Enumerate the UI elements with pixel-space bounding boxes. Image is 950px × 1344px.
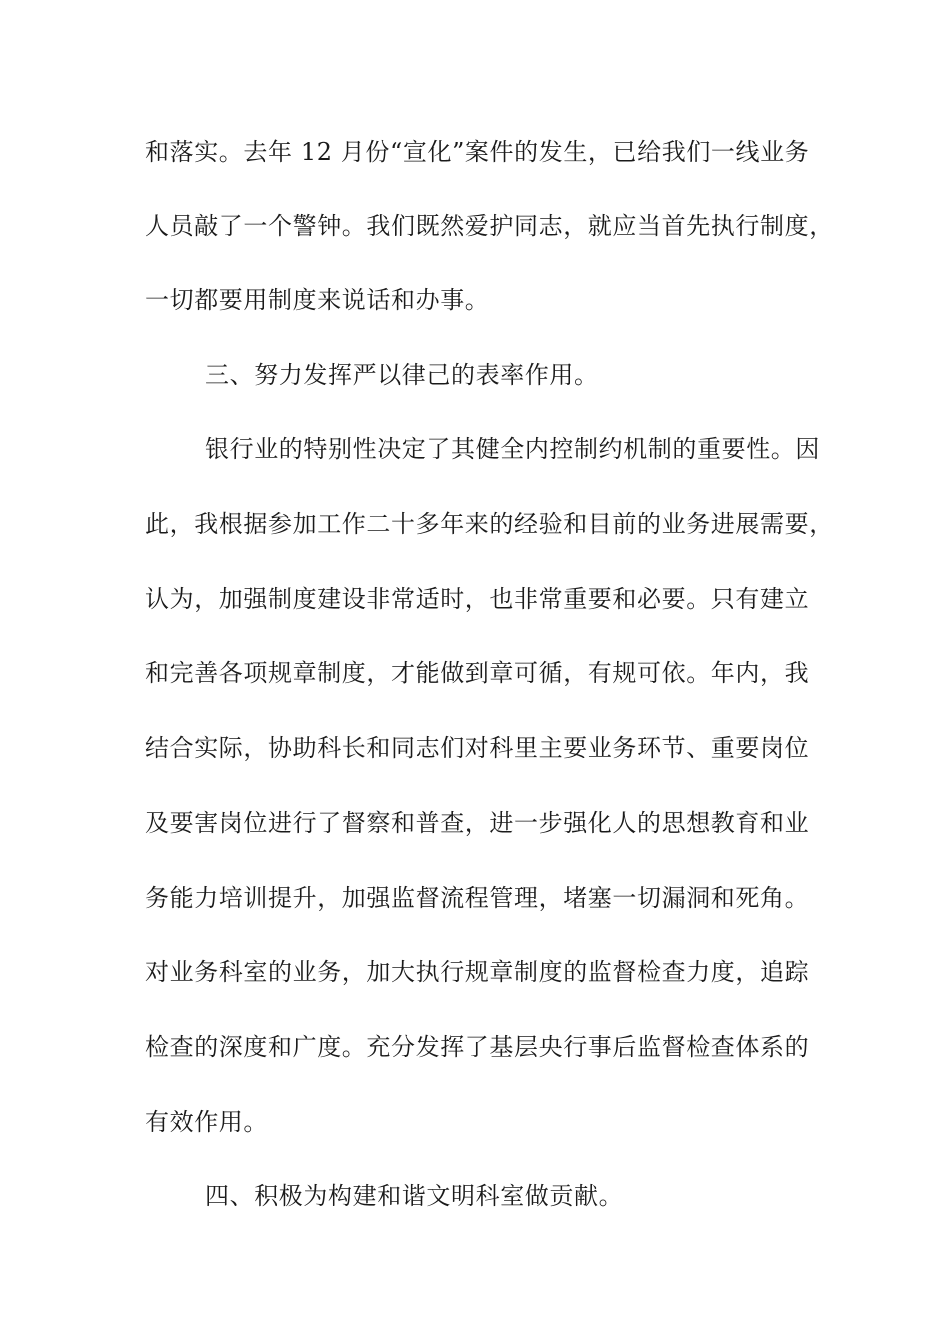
body-text-line: 结合实际，协助科长和同志们对科里主要业务环节、重要岗位 xyxy=(145,734,810,762)
body-text-line: 对业务科室的业务，加大执行规章制度的监督检查力度，追踪 xyxy=(145,958,810,986)
body-text-line: 检查的深度和广度。充分发挥了基层央行事后监督检查体系的 xyxy=(145,1033,810,1061)
body-text-line: 此，我根据参加工作二十多年来的经验和目前的业务进展需要， xyxy=(145,510,834,538)
body-text-line: 认为，加强制度建设非常适时，也非常重要和必要。只有建立 xyxy=(145,585,810,613)
section-heading-4: 四、积极为构建和谐文明科室做贡献。 xyxy=(205,1182,624,1210)
body-text-line: 一切都要用制度来说话和办事。 xyxy=(145,286,490,314)
body-text-line: 有效作用。 xyxy=(145,1108,268,1136)
body-text-line: 银行业的特别性决定了其健全内控制约机制的重要性。因 xyxy=(205,435,820,463)
body-text-line: 和落实。去年 12 月份“宣化”案件的发生，已给我们一线业务 xyxy=(145,138,810,166)
body-text-line: 人员敲了一个警钟。我们既然爱护同志，就应当首先执行制度， xyxy=(145,212,834,240)
body-text-line: 和完善各项规章制度，才能做到章可循，有规可依。年内，我 xyxy=(145,659,810,687)
body-text-line: 及要害岗位进行了督察和普查，进一步强化人的思想教育和业 xyxy=(145,809,810,837)
body-text-line: 务能力培训提升，加强监督流程管理，堵塞一切漏洞和死角。 xyxy=(145,884,810,912)
section-heading-3: 三、努力发挥严以律己的表率作用。 xyxy=(205,361,599,389)
